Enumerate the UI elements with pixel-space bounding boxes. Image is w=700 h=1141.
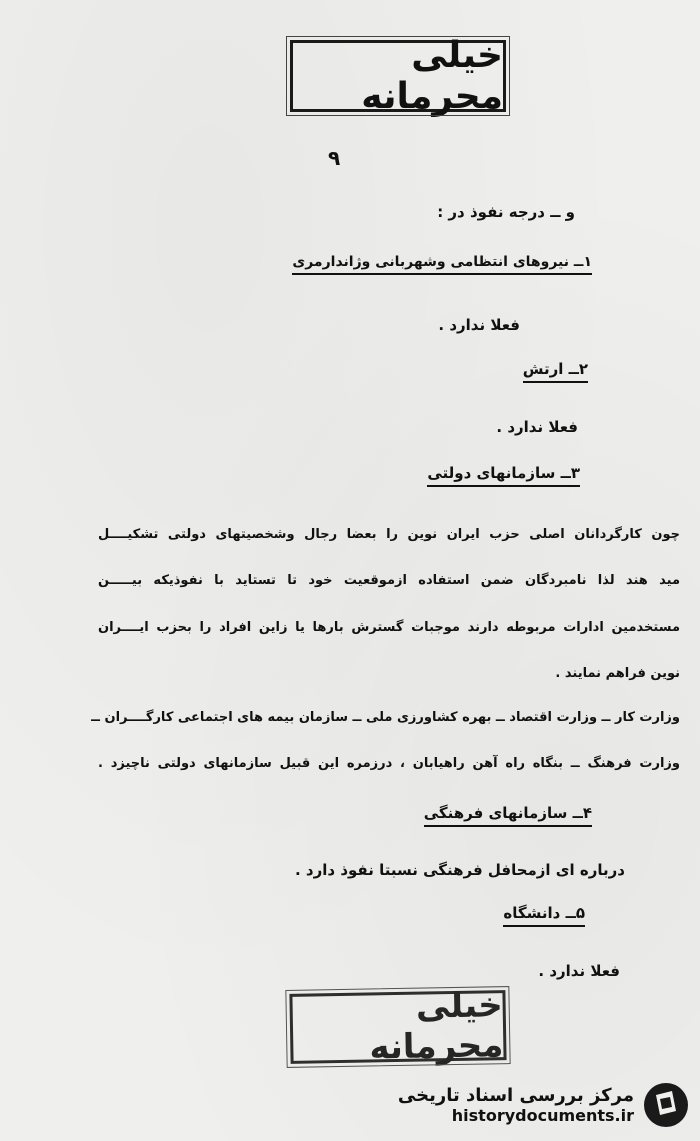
body-line-4: نوین فراهم نمایند . [555,666,680,681]
archive-logo-icon [642,1081,690,1129]
heading-university: ۵ــ دانشگاه [503,904,585,927]
watermark-url: historydocuments.ir [451,1106,634,1125]
text-cultural-orgs: درباره ای ازمحافل فرهنگی نسبتا نفوذ دارد . [295,861,625,879]
page-number: ۹ [328,146,341,170]
section-intro: و ــ درجه نفوذ در : [437,203,575,221]
body-line-3: مستخدمین ادارات مربوطه دارند موجبات گسترش بارها یا زاین افراد را بحزب ایــــران [98,620,680,635]
body-line-5: وزارت کار ــ وزارت اقتصاد ــ بهره کشاورزی ملی ــ سازمان بیمه های اجتماعی کارگــــران ــ [91,710,680,725]
top-secret-stamp [290,35,506,117]
heading-government-orgs: ۳ــ سازمانهای دولتی [427,464,580,487]
stamp-text: خیلی محرمانه [361,35,503,117]
text-university: فعلا ندارد . [538,962,620,980]
watermark-title: مرکز بررسی اسناد تاریخی [397,1085,634,1106]
top-secret-stamp-bottom [289,985,506,1068]
heading-army: ۲ــ ارتش [523,360,588,383]
archive-watermark [350,1077,690,1133]
body-line-6: وزارت فرهنگ ــ بنگاه راه آهن راهیابان ، درزمره این قبیل سازمانهای دولتی ناچیزد . [98,756,680,771]
text-police: فعلا ندارد . [438,316,520,334]
heading-police: ۱ــ نیروهای انتظامی وشهربانی وژاندارمری [292,254,592,275]
body-line-1: چون کارگردانان اصلی حزب ایران نوین را بعضا رجال وشخصیتهای دولتی تشکیــــل [98,527,680,542]
watermark-text [398,1085,634,1125]
heading-cultural-orgs: ۴ــ سازمانهای فرهنگی [424,804,592,827]
text-army: فعلا ندارد . [496,418,578,436]
stamp-text-bottom: خیلی محرمانه [369,985,504,1068]
body-line-2: مید هند لذا نامبردگان ضمن استفاده ازموقعیت خود تا تستاید با نفوذیکه بیـــــن [98,573,680,588]
